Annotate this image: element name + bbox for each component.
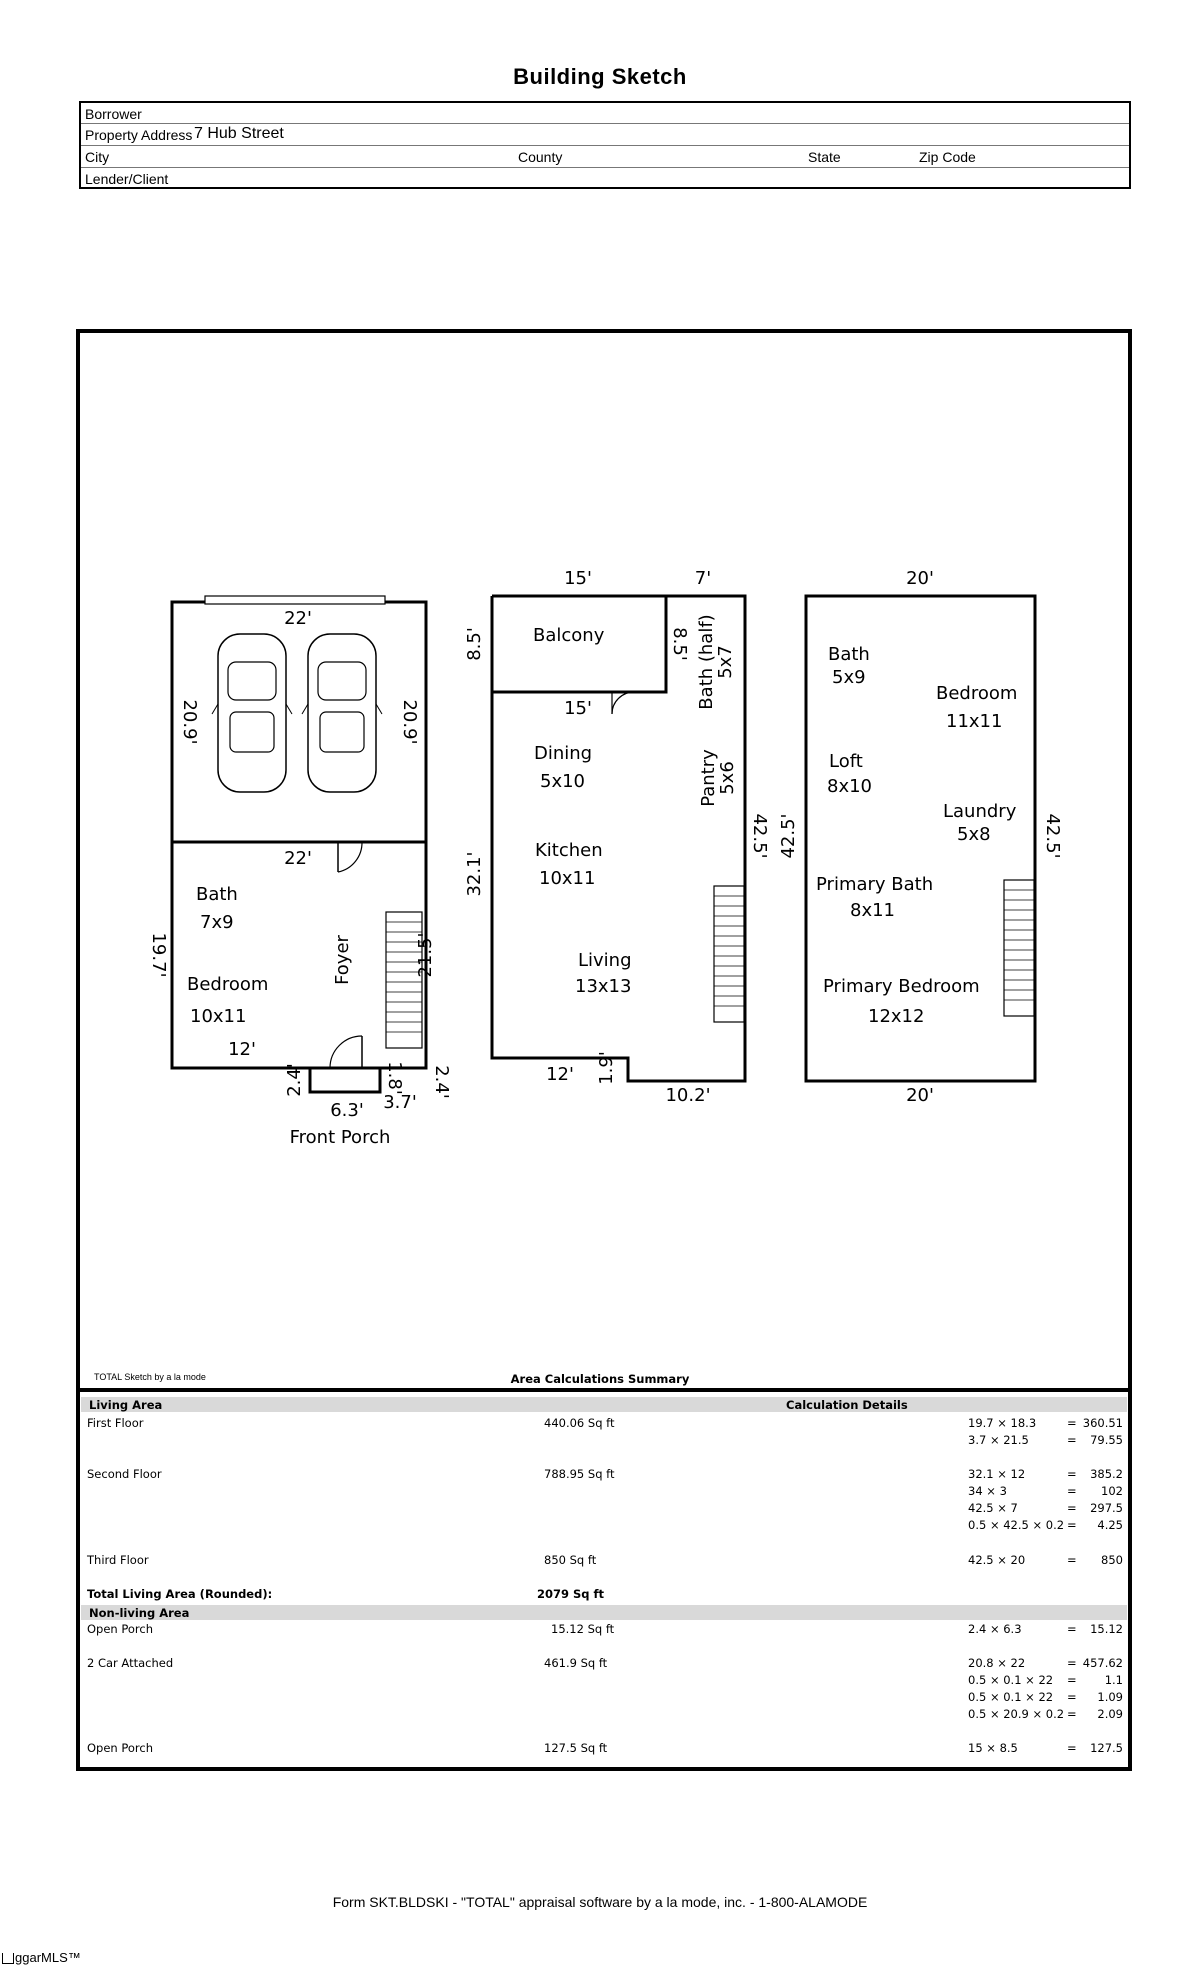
non-living-area-band: [81, 1605, 1127, 1620]
property-address-value: 7 Hub Street: [194, 125, 284, 142]
calc-value: 4.25: [1097, 1518, 1123, 1532]
room-name: Pantry: [698, 749, 719, 807]
room-size: 13x13: [575, 976, 632, 997]
calc-equals: =: [1067, 1707, 1077, 1721]
area-label: Open Porch: [87, 1741, 154, 1755]
software-note: TOTAL Sketch by a la mode: [94, 1372, 206, 1382]
calc-equals: =: [1067, 1690, 1077, 1704]
state-label: State: [808, 149, 841, 165]
calc-equals: =: [1067, 1501, 1077, 1515]
third-floor-left-dimension: 42.5': [778, 813, 799, 859]
stairs-icon: [386, 912, 422, 1048]
borrower-label: Borrower: [85, 106, 142, 122]
calc-equals: =: [1067, 1673, 1077, 1687]
area-value: 461.9 Sq ft: [544, 1656, 608, 1670]
lender-client-label: Lender/Client: [85, 171, 169, 187]
non-living-area-header: Non-living Area: [89, 1606, 190, 1620]
calc-value: 385.2: [1090, 1467, 1123, 1481]
table-row: [79, 1518, 1129, 1534]
room-name: Foyer: [332, 935, 353, 985]
form-footer: Form SKT.BLDSKI - "TOTAL" appraisal software by a la mode, inc. - 1-800-ALAMODE: [332, 1894, 868, 1910]
room-size: 5x8: [957, 824, 991, 845]
calc-value: 102: [1101, 1484, 1123, 1498]
calc-value: 457.62: [1082, 1656, 1123, 1670]
calc-expression: 3.7 × 21.5: [968, 1433, 1029, 1447]
room-size: 5x6: [717, 761, 738, 795]
area-value: 127.5 Sq ft: [544, 1741, 608, 1755]
third-floor-plan: [778, 568, 1063, 1106]
room-name: Laundry: [943, 801, 1017, 822]
calc-expression: 0.5 × 0.1 × 22: [968, 1690, 1054, 1704]
second-floor-bottom-right-dimension: 10.2': [665, 1085, 711, 1106]
garage-bottom-dimension: 22': [284, 848, 312, 869]
zip-code-label: Zip Code: [919, 149, 976, 165]
garage-left-dimension: 20.9': [179, 699, 200, 745]
area-value: 15.12 Sq ft: [551, 1622, 615, 1636]
garage-right-dimension: 20.9': [399, 699, 420, 745]
living-area-band: [81, 1397, 1127, 1412]
room-name: Primary Bedroom: [823, 976, 980, 997]
table-row: [79, 1673, 1129, 1689]
calc-equals: =: [1067, 1433, 1077, 1447]
table-row: [79, 1622, 1129, 1638]
room-name: Balcony: [533, 625, 605, 646]
calc-expression: 0.5 × 20.9 × 0.2: [968, 1707, 1065, 1721]
second-floor-plan: [464, 568, 770, 1106]
porch-right-width-dimension: 3.7': [383, 1092, 417, 1113]
table-row: [79, 1501, 1129, 1517]
table-row: [79, 1553, 1129, 1569]
calc-equals: =: [1067, 1741, 1077, 1755]
room-name: Living: [578, 950, 632, 971]
city-label: City: [85, 149, 110, 165]
room-size: 5x9: [832, 667, 866, 688]
second-floor-right-dimension: 42.5': [749, 813, 770, 859]
calc-expression: 19.7 × 18.3: [968, 1416, 1037, 1430]
front-porch-label: Front Porch: [289, 1127, 391, 1148]
area-label: First Floor: [87, 1416, 144, 1430]
table-row: [79, 1656, 1129, 1672]
county-label: County: [518, 149, 563, 165]
first-floor-left-dimension: 19.7': [148, 932, 169, 978]
table-row: [79, 1690, 1129, 1706]
calc-expression: 32.1 × 12: [968, 1467, 1026, 1481]
balcony-inner-dimension: 15': [564, 698, 592, 719]
calc-value: 2.09: [1097, 1707, 1123, 1721]
property-address-label: Property Address: [85, 127, 193, 143]
room-size: 12x12: [868, 1006, 925, 1027]
table-row: [79, 1741, 1129, 1757]
room-size: 7x9: [200, 912, 234, 933]
room-name: Bath: [196, 884, 238, 905]
calc-expression: 0.5 × 0.1 × 22: [968, 1673, 1054, 1687]
table-row: [79, 1484, 1129, 1500]
room-name: Loft: [829, 751, 863, 772]
garage-door: [205, 596, 385, 604]
stairs-icon: [1004, 880, 1034, 1016]
first-floor-bottom-dimension: 12': [228, 1039, 256, 1060]
area-label: 2 Car Attached: [87, 1656, 174, 1670]
table-row: [79, 1433, 1129, 1449]
calc-value: 850: [1101, 1553, 1123, 1567]
calc-equals: =: [1067, 1484, 1077, 1498]
calc-equals: =: [1067, 1518, 1077, 1532]
living-area-header: Living Area: [89, 1398, 163, 1412]
calc-equals: =: [1067, 1553, 1077, 1567]
room-name: Bath (half): [696, 614, 717, 710]
calc-value: 360.51: [1082, 1416, 1123, 1430]
first-floor-right-dimension: 21.5': [415, 932, 436, 978]
calc-value: 1.1: [1104, 1673, 1123, 1687]
table-row: [79, 1707, 1129, 1723]
calc-expression: 0.5 × 42.5 × 0.2: [968, 1518, 1065, 1532]
room-name: Bedroom: [936, 683, 1018, 704]
calc-equals: =: [1067, 1656, 1077, 1670]
calc-equals: =: [1067, 1622, 1077, 1636]
area-value: 440.06 Sq ft: [544, 1416, 615, 1430]
car-icon: [212, 634, 292, 792]
balcony-depth-dimension: 8.5': [464, 627, 485, 661]
half-bath-depth-dimension: 8.5': [669, 627, 690, 661]
calc-expression: 42.5 × 20: [968, 1553, 1026, 1567]
calc-equals: =: [1067, 1467, 1077, 1481]
area-value: 788.95 Sq ft: [544, 1467, 615, 1481]
summary-title: Area Calculations Summary: [510, 1372, 690, 1386]
garage-top-dimension: 22': [284, 608, 312, 629]
second-floor-top-right-dimension: 7': [694, 568, 712, 589]
car-icon: [302, 634, 382, 792]
calc-equals: =: [1067, 1416, 1077, 1430]
porch-width-dimension: 6.3': [330, 1100, 364, 1121]
porch-mid-dimension: 1.8': [384, 1061, 405, 1095]
second-floor-bottom-left-dimension: 12': [546, 1064, 574, 1085]
calc-value: 79.55: [1090, 1433, 1123, 1447]
room-size: 8x10: [827, 776, 873, 797]
calc-value: 127.5: [1090, 1741, 1123, 1755]
calc-expression: 42.5 × 7: [968, 1501, 1018, 1515]
total-living-area-row: [79, 1587, 1129, 1603]
third-floor-right-dimension: 42.5': [1042, 813, 1063, 859]
calc-expression: 34 × 3: [968, 1484, 1007, 1498]
room-size: 10x11: [539, 868, 596, 889]
first-floor-plan: [148, 842, 452, 1148]
room-name: Bath: [828, 644, 870, 665]
third-floor-top-dimension: 20': [906, 568, 934, 589]
porch-right-depth-dimension: 2.4': [431, 1065, 452, 1099]
calc-expression: 15 × 8.5: [968, 1741, 1018, 1755]
calc-value: 1.09: [1097, 1690, 1123, 1704]
third-floor-bottom-dimension: 20': [906, 1085, 934, 1106]
calc-expression: 2.4 × 6.3: [968, 1622, 1022, 1636]
stairs-icon: [714, 886, 744, 1022]
room-name: Primary Bath: [816, 874, 934, 895]
porch-left-dimension: 2.4': [284, 1063, 305, 1097]
room-size: 5x7: [715, 645, 736, 679]
second-floor-left-dimension: 32.1': [464, 851, 485, 897]
second-floor-top-left-dimension: 15': [564, 568, 592, 589]
total-living-area-value: 2079 Sq ft: [537, 1587, 605, 1601]
room-size: 5x10: [540, 771, 586, 792]
room-name: Bedroom: [187, 974, 269, 995]
calc-expression: 20.8 × 22: [968, 1656, 1026, 1670]
total-living-area-label: Total Living Area (Rounded):: [87, 1587, 273, 1601]
house-icon: [2, 1953, 14, 1964]
calc-value: 15.12: [1090, 1622, 1123, 1636]
page-title: Building Sketch: [513, 64, 687, 89]
area-label: Open Porch: [87, 1622, 154, 1636]
table-row: [79, 1416, 1129, 1432]
area-label: Third Floor: [87, 1553, 149, 1567]
room-name: Dining: [534, 743, 593, 764]
room-name: Kitchen: [535, 840, 603, 861]
garage: [172, 596, 426, 869]
room-size: 8x11: [850, 900, 896, 921]
second-floor-step-dimension: 1.9': [596, 1051, 617, 1085]
room-size: 10x11: [190, 1006, 247, 1027]
front-porch: [310, 1068, 380, 1092]
mls-mark-text: ggarMLS™: [15, 1950, 81, 1965]
table-row: [79, 1467, 1129, 1483]
area-label: Second Floor: [87, 1467, 162, 1481]
calc-value: 297.5: [1090, 1501, 1123, 1515]
calculation-details-header: Calculation Details: [786, 1398, 908, 1412]
area-value: 850 Sq ft: [544, 1553, 597, 1567]
mls-watermark: [2, 1950, 81, 1965]
room-size: 11x11: [946, 711, 1003, 732]
